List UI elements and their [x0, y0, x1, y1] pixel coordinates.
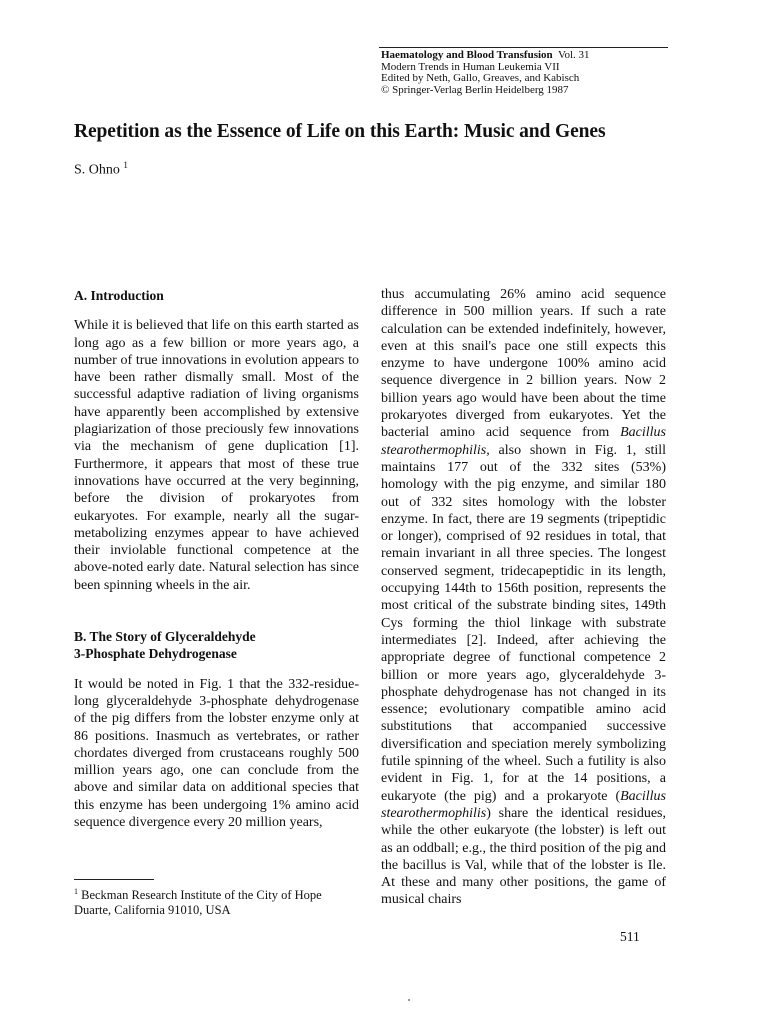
right-text-part1: thus accumulating 26% amino acid sequence difference in 500 million years. If such a rate calculation can be extended indefinitely, however, even at this snail's pace one still expects this enzyme to have undergone 100% amino acid sequence divergence in 2 billion years. Now 2 billion years ago would have been about the time prokaryotes diverged from eukaryotes. Yet the bacterial amino acid sequence from	[381, 287, 666, 441]
journal-name: Haematology and Blood Transfusion	[381, 49, 553, 61]
footnote-rule	[74, 879, 154, 880]
section-a-paragraph: While it is believed that life on this earth started as long ago as a few billion or more years ago, a number of true innovations in evolution appears to have been rather dismally small. Most of the successful adaptive radiation of living organisms have apparently been accomplished by extensive plagiarization of those preciously few innovations via the mechanism of gene duplication [1]. Furthermore, it appears that most of these true innovations have occurred at the very beginning, before the division of prokaryotes from eukaryotes. For example, nearly all the sugar-metabolizing enzymes appear to have achieved their inviolable functional competence at the above-noted early date. Natural selection has since been spinning wheels in the air.	[74, 318, 359, 593]
right-column-paragraph	[381, 286, 666, 909]
right-text-part2: also shown in Fig. 1, still maintains 177 out of the 332 sites (53%) homology with the pig enzyme, and similar 180 out of 332 sites homology with the lobster enzyme. In fact, there are 19 segments (tripeptidic or longer), comprised of 92 residues in total, that remain invariant in all three species. The longest conserved segment, tridecapeptidic in its length, occupying 144th to 156th position, represents the most critical of the substrate binding sites, 149th Cys forming the thiol linkage with substrate intermediates [2]. Indeed, after achieving the appropriate degree of functional competence 2 billion or more years ago, glyceraldehyde 3-phosphate dehydrogenase has not changed in its essence; evolutionary compatible amino acid substitutions that accompanied successive diversification and speciation merely symbolizing futile spinning of the wheel. Such a futility is also evident in Fig. 1, for at the 14 positions, a eukaryote (the pig) and a prokaryote (	[381, 442, 667, 804]
author-name: S. Ohno	[74, 162, 120, 178]
footnote-mark: 1	[74, 887, 78, 896]
right-column	[381, 286, 666, 909]
scan-speck	[408, 999, 410, 1001]
author-footnote-mark: 1	[123, 160, 128, 170]
section-a-heading: A. Introduction	[74, 288, 164, 303]
header-rule	[379, 47, 668, 48]
article-title: Repetition as the Essence of Life on this Earth: Music and Genes	[74, 121, 606, 142]
page-number: 511	[620, 929, 640, 944]
journal-title-line	[381, 50, 590, 62]
footnote	[74, 884, 364, 918]
section-b-paragraph: It would be noted in Fig. 1 that the 332-residue-long glyceraldehyde 3-phosphate dehydrogenase of the pig differs from the lobster enzyme only at 86 positions. Inasmuch as vertebrates, or rather chordates diverged from crustaceans roughly 500 million years ago, one can conclude from the above and similar data on additional species that this enzyme has been undergoing 1% amino acid sequence divergence every 20 million years,	[74, 676, 359, 831]
journal-volume: Vol. 31	[557, 49, 590, 61]
species-name-1: Bacillus stearothermophilis,	[381, 425, 667, 458]
left-column	[74, 287, 359, 831]
journal-copyright: © Springer-Verlag Berlin Heidelberg 1987	[381, 83, 569, 96]
journal-header	[381, 50, 590, 96]
journal-editors: Edited by Neth, Gallo, Greaves, and Kabisch	[381, 72, 580, 84]
section-b-heading-line1: B. The Story of Glyceraldehyde	[74, 629, 256, 645]
right-text-part3: ) share the identical residues, while the other eukaryote (the lobster) is left out as an oddball; e.g., the third position of the pig and the bacillus is Val, while that of the lobster is Ile. At these and many other positions, the game of musical chairs	[381, 805, 667, 908]
species-name-2: Bacillus stearothermophilis	[381, 788, 666, 821]
footnote-line1: Beckman Research Institute of the City of Hope	[81, 888, 322, 903]
section-b-heading-line2: 3-Phosphate Dehydrogenase	[74, 646, 237, 662]
section-b-heading	[74, 628, 359, 663]
author-line	[74, 160, 128, 179]
journal-series: Modern Trends in Human Leukemia VII	[381, 60, 560, 73]
footnote-line2: Duarte, California 91010, USA	[74, 903, 231, 918]
